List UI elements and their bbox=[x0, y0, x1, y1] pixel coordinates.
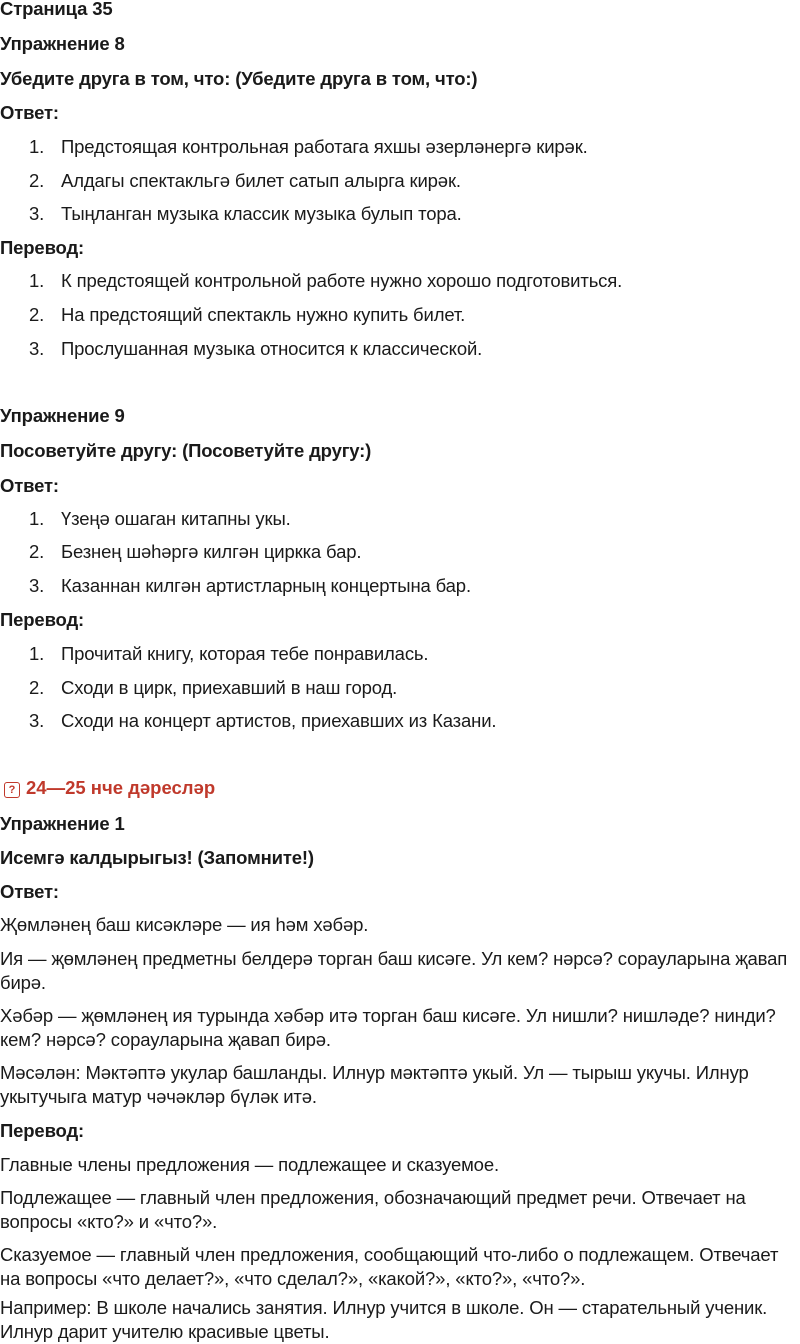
exercise-8-title: Упражнение 8 bbox=[0, 33, 125, 54]
exercise-8-answer-label: Ответ: bbox=[0, 102, 59, 123]
lesson-heading[interactable] bbox=[0, 776, 215, 800]
exercise-8-translation-1: К предстоящей контрольной работе нужно хорошо подготовиться. bbox=[61, 270, 623, 291]
exercise-1-answer-paragraph-2: Ия — җөмләнең предметны белдерә торган баш кисәге. Ул кем? нәрсә? сорауларына җавап бирә. bbox=[0, 948, 788, 993]
exercise-9-translation-label: Перевод: bbox=[0, 609, 85, 630]
exercise-1-translation-label: Перевод: bbox=[0, 1120, 85, 1141]
exercise-8-translation-2: На предстоящий спектакль нужно купить билет. bbox=[61, 304, 466, 325]
exercise-9-answer-2: Безнең шәһәргә килгән циркка бар. bbox=[61, 541, 362, 562]
exercise-1-translation-paragraph-4: Например: В школе начались занятия. Илнур учится в школе. Он — старательный ученик. Илнур дарит учителю красивые цветы. bbox=[0, 1297, 768, 1342]
exercise-9-task: Посоветуйте другу: (Посоветуйте другу:) bbox=[0, 440, 372, 461]
exercise-9-answer-label: Ответ: bbox=[0, 475, 59, 496]
exercise-8-translation-3: Прослушанная музыка относится к классической. bbox=[61, 338, 483, 359]
exercise-9-translation-2: Сходи в цирк, приехавший в наш город. bbox=[61, 677, 398, 698]
exercise-8-task: Убедите друга в том, что: (Убедите друга в том, что:) bbox=[0, 68, 478, 89]
exercise-8-answer-3: Тыңланган музыка классик музыка булып тора. bbox=[61, 203, 462, 224]
exercise-9-title: Упражнение 9 bbox=[0, 405, 125, 426]
lesson-title: 24—25 нче дәресләр bbox=[26, 777, 216, 798]
exercise-1-answer-paragraph-1: Җөмләнең баш кисәкләре — ия һәм хәбәр. bbox=[0, 914, 369, 935]
exercise-1-translation-paragraph-1: Главные члены предложения — подлежащее и сказуемое. bbox=[0, 1154, 499, 1175]
exercise-8-answer-1: Предстоящая контрольная работага яхшы әзерләнергә кирәк. bbox=[61, 136, 588, 157]
exercise-1-answer-paragraph-4: Мәсәлән: Мәктәптә укулар башланды. Илнур мәктәптә укый. Ул — тырыш укучы. Илнур укытучыга матур чәчәкләр бүләк итә. bbox=[0, 1062, 749, 1107]
exercise-9-translation-1: Прочитай книгу, которая тебе понравилась. bbox=[61, 643, 429, 664]
page-title: Страница 35 bbox=[0, 0, 113, 19]
exercise-9-answer-1: Үзеңә ошаган китапны укы. bbox=[61, 508, 291, 529]
exercise-1-translation-paragraph-3: Сказуемое — главный член предложения, сообщающий что-либо о подлежащем. Отвечает на вопросы «что делает?», «что сделал?», «какой?», «кто?», «что?». bbox=[0, 1244, 779, 1289]
exercise-8-translation-label: Перевод: bbox=[0, 237, 85, 258]
question-icon: ? bbox=[4, 782, 20, 798]
exercise-1-translation-paragraph-2: Подлежащее — главный член предложения, обозначающий предмет речи. Отвечает на вопросы «кто?» и «что?». bbox=[0, 1187, 746, 1232]
exercise-1-answer-label: Ответ: bbox=[0, 881, 59, 902]
exercise-1-title: Упражнение 1 bbox=[0, 813, 125, 834]
exercise-9-translation-3: Сходи на концерт артистов, приехавших из Казани. bbox=[61, 710, 497, 731]
exercise-1-answer-paragraph-3: Хәбәр — җөмләнең ия турында хәбәр итә торган баш кисәге. Ул нишли? нишләде? нинди? кем? нәрсә? сорауларына җавап бирә. bbox=[0, 1005, 776, 1050]
exercise-1-task: Исемгә калдырыгыз! (Запомните!) bbox=[0, 847, 314, 868]
exercise-8-answer-2: Алдагы спектакльгә билет сатып алырга кирәк. bbox=[61, 170, 461, 191]
exercise-9-answer-3: Казаннан килгән артистларның концертына бар. bbox=[61, 575, 471, 596]
